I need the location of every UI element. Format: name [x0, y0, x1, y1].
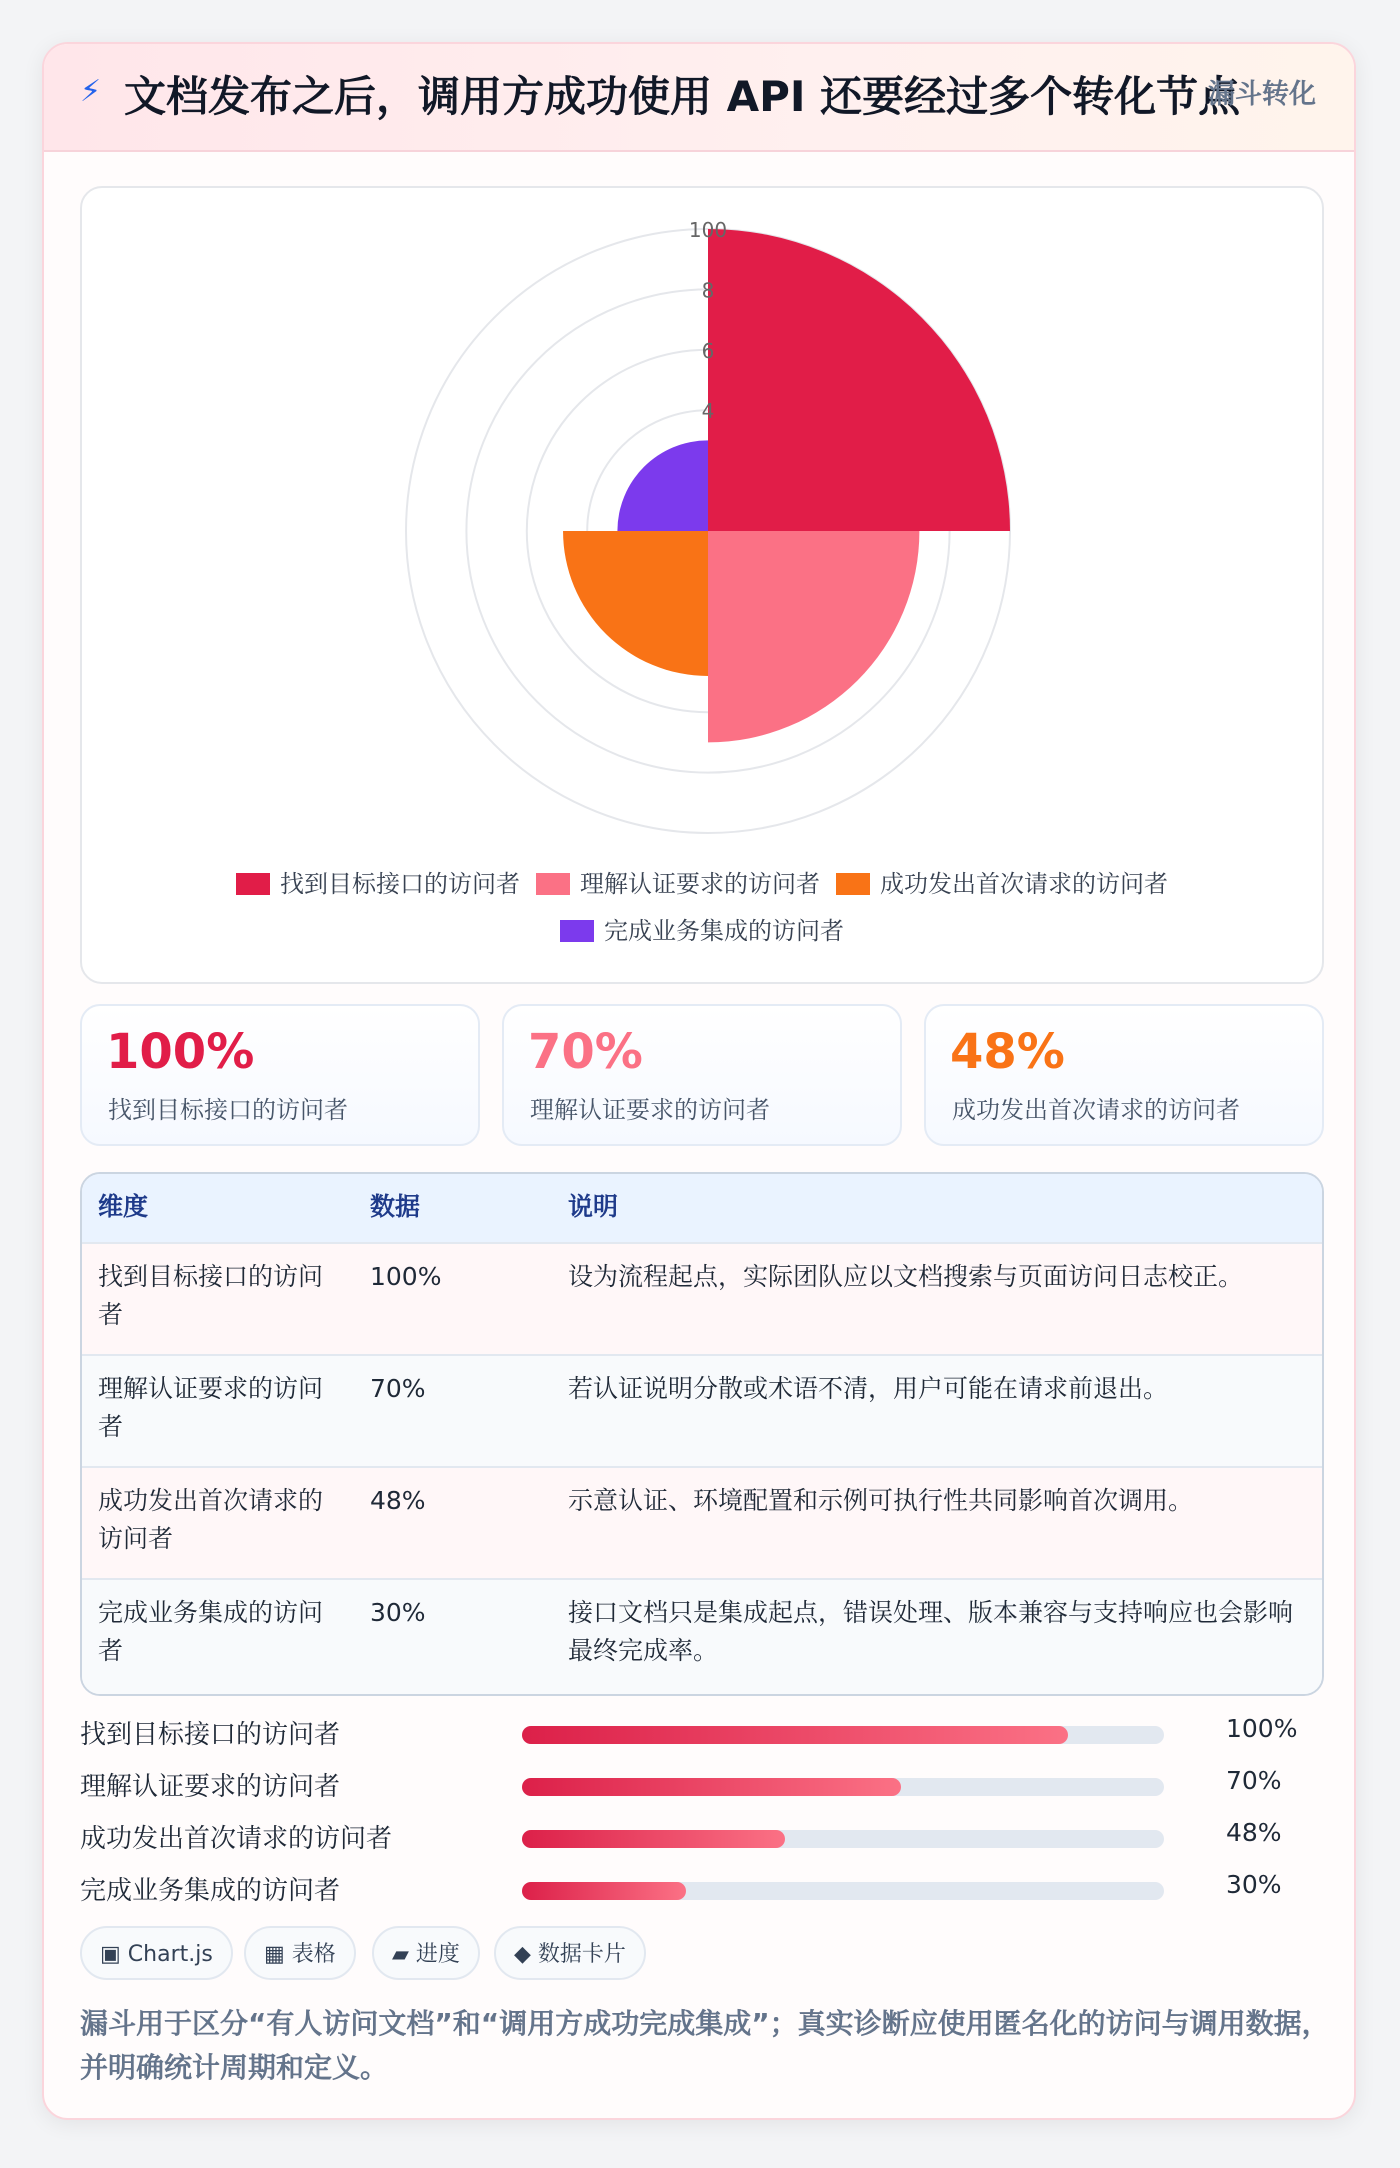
- stat-card-auth: [502, 1004, 902, 1146]
- table-header-row: [82, 1174, 1322, 1244]
- stat-label: 找到目标接口的访问者: [108, 1096, 348, 1124]
- progress-fill: [522, 1830, 785, 1848]
- polar-wedge: [708, 531, 919, 742]
- legend-label: 理解认证要求的访问者: [580, 870, 820, 898]
- stat-label: 理解认证要求的访问者: [530, 1096, 770, 1124]
- progress-value: 48%: [1226, 1818, 1282, 1847]
- tick-label: 6: [701, 338, 715, 363]
- legend-label: 完成业务集成的访问者: [604, 917, 844, 945]
- progress-fill: [522, 1778, 901, 1796]
- legend-label: 成功发出首次请求的访问者: [880, 870, 1168, 898]
- legend-item[interactable]: [236, 862, 520, 906]
- chip-data-card[interactable]: ◆ 数据卡片: [494, 1926, 646, 1980]
- table-cell: 70%: [370, 1374, 426, 1403]
- progress-fill: [522, 1882, 686, 1900]
- legend-item[interactable]: [836, 862, 1168, 906]
- table-cell: 设为流程起点，实际团队应以文档搜索与页面访问日志校正。: [568, 1262, 1244, 1291]
- stat-value: 100%: [106, 1024, 255, 1080]
- stat-value: 48%: [950, 1024, 1065, 1080]
- table-cell: 完成业务集成的访问者: [98, 1598, 324, 1665]
- table-cell: 若认证说明分散或术语不清，用户可能在请求前退出。: [568, 1374, 1169, 1403]
- chip-progress[interactable]: ▰ 进度: [372, 1926, 480, 1980]
- progress-row: [80, 1766, 1324, 1806]
- progress-value: 100%: [1226, 1714, 1298, 1743]
- progress-label: 完成业务集成的访问者: [80, 1876, 341, 1906]
- table-cell: 理解认证要求的访问者: [98, 1374, 324, 1441]
- table-header-cell: 数据: [370, 1192, 421, 1221]
- table-header-cell: 说明: [568, 1192, 619, 1221]
- progress-label: 成功发出首次请求的访问者: [80, 1824, 393, 1854]
- legend-swatch: [836, 873, 870, 895]
- header: [44, 44, 1354, 152]
- polar-wedge: [563, 531, 708, 676]
- stat-card-found: [80, 1004, 480, 1146]
- legend-swatch: [560, 920, 594, 942]
- progress-row: [80, 1818, 1324, 1858]
- table-cell: 30%: [370, 1598, 426, 1627]
- progress-track: [522, 1830, 1164, 1848]
- table-cell: 示意认证、环境配置和示例可执行性共同影响首次调用。: [568, 1486, 1194, 1515]
- page-title: 文档发布之后，调用方成功使用 API 还要经过多个转化节点: [124, 72, 1241, 121]
- chart-legend: [142, 862, 1262, 956]
- table-cell: 100%: [370, 1262, 442, 1291]
- chart-panel: [80, 186, 1324, 984]
- legend-item[interactable]: [536, 862, 820, 906]
- legend-swatch: [536, 873, 570, 895]
- legend-item[interactable]: [560, 909, 844, 953]
- legend-swatch: [236, 873, 270, 895]
- table-header-cell: 维度: [98, 1192, 149, 1221]
- chip-table[interactable]: ▦ 表格: [244, 1926, 356, 1980]
- chip-chartjs[interactable]: ▣ Chart.js: [80, 1926, 233, 1980]
- progress-fill: [522, 1726, 1068, 1744]
- table-row: [82, 1580, 1322, 1696]
- stat-card-first-request: [924, 1004, 1324, 1146]
- polar-wedge: [617, 440, 708, 531]
- table-cell: 找到目标接口的访问者: [98, 1262, 324, 1329]
- polar-wedge: [708, 229, 1010, 531]
- header-tag: 漏斗转化: [1208, 79, 1316, 110]
- progress-label: 理解认证要求的访问者: [80, 1772, 341, 1802]
- progress-value: 70%: [1226, 1766, 1282, 1795]
- tick-label: 4: [701, 399, 715, 424]
- table-cell: 接口文档只是集成起点，错误处理、版本兼容与支持响应也会影响最终完成率。: [568, 1598, 1294, 1665]
- stat-label: 成功发出首次请求的访问者: [952, 1096, 1240, 1124]
- legend-label: 找到目标接口的访问者: [280, 870, 520, 898]
- lightning-icon: ⚡: [80, 74, 102, 109]
- table-row: [82, 1356, 1322, 1468]
- table-cell: 成功发出首次请求的访问者: [98, 1486, 324, 1553]
- table-row: [82, 1468, 1322, 1580]
- tick-label: 8: [701, 278, 715, 303]
- progress-row: [80, 1870, 1324, 1910]
- card: [42, 42, 1356, 2120]
- table-cell: 48%: [370, 1486, 426, 1515]
- stat-value: 70%: [528, 1024, 643, 1080]
- progress-track: [522, 1726, 1164, 1744]
- progress-track: [522, 1778, 1164, 1796]
- footnote: 漏斗用于区分“有人访问文档”和“调用方成功完成集成”；真实诊断应使用匿名化的访问与调用数据，并明确统计周期和定义。: [80, 2007, 1330, 2084]
- progress-track: [522, 1882, 1164, 1900]
- progress-label: 找到目标接口的访问者: [80, 1720, 341, 1750]
- progress-value: 30%: [1226, 1870, 1282, 1899]
- tick-label: 100: [688, 218, 728, 242]
- progress-row: [80, 1714, 1324, 1754]
- table-row: [82, 1244, 1322, 1356]
- data-table: [80, 1172, 1324, 1696]
- polar-area-chart: [82, 188, 1322, 848]
